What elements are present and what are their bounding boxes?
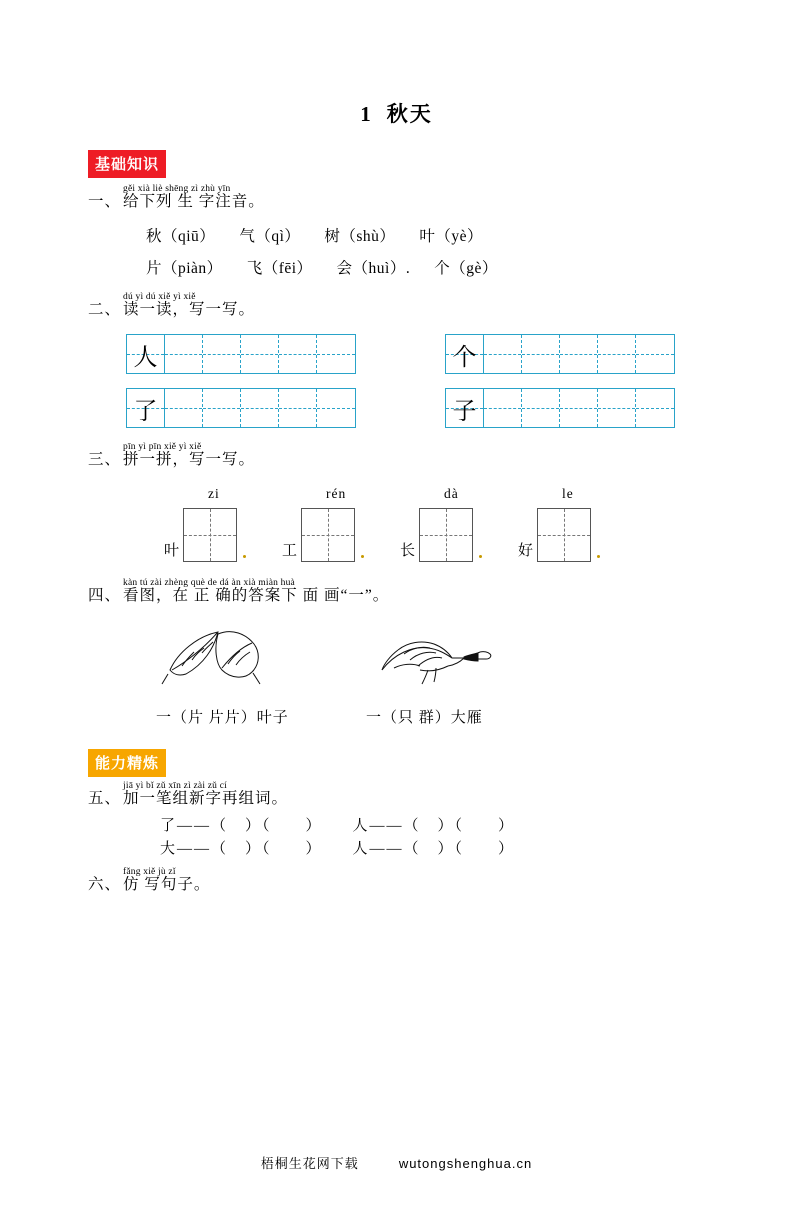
mizige-box[interactable] xyxy=(301,508,355,562)
tianzige-cell[interactable] xyxy=(203,335,241,373)
tianzige-cell[interactable] xyxy=(522,389,560,427)
tianzige-cell[interactable] xyxy=(484,335,522,373)
question-5-text: 加一笔组新字再组词。 xyxy=(123,790,289,807)
blank-right: 人——（ ）（ ） xyxy=(352,818,516,834)
tianzige-cell[interactable] xyxy=(127,389,165,427)
mizige-box[interactable] xyxy=(183,508,237,562)
page-footer xyxy=(0,1153,793,1172)
tianzige-cell[interactable] xyxy=(598,335,636,373)
tianzige-4[interactable] xyxy=(445,388,675,428)
syllable: le xyxy=(562,486,574,501)
question-6-ruby xyxy=(123,867,211,895)
question-2 xyxy=(88,292,705,428)
syllable: dà xyxy=(444,486,459,501)
answer-item: 树（shù） xyxy=(324,228,396,245)
tianzige-cell[interactable] xyxy=(241,389,279,427)
tianzige-cell[interactable] xyxy=(165,389,203,427)
tianzige-char: 个 xyxy=(452,344,477,371)
question-1 xyxy=(88,184,705,284)
marker-dot xyxy=(243,555,246,558)
page-title xyxy=(88,98,705,128)
tianzige-char: 子 xyxy=(452,398,477,425)
tianzige-cell[interactable] xyxy=(636,335,674,373)
question-2-pinyin: dú yì dú xiě yì xiě xyxy=(123,292,196,302)
question-3-grids xyxy=(88,508,705,562)
question-5-pinyin: jiā yì bǐ zǔ xīn zì zài zǔ cí xyxy=(123,781,227,791)
answer-item: 飞（fēi） xyxy=(246,260,313,277)
tianzige-cell[interactable] xyxy=(317,389,355,427)
blank-line[interactable] xyxy=(160,815,705,838)
question-3-syllables xyxy=(88,486,705,502)
tianzige-char: 人 xyxy=(133,344,158,371)
grid-row-2 xyxy=(88,388,705,428)
question-5 xyxy=(88,781,705,861)
page-title-number: 1 xyxy=(360,102,373,126)
syllable: zi xyxy=(208,486,220,501)
blank-right: 人——（ ）（ ） xyxy=(352,841,516,857)
answer-item: 个（gè） xyxy=(434,260,498,277)
tianzige-cell[interactable] xyxy=(279,335,317,373)
marker-dot xyxy=(597,555,600,558)
tianzige-1[interactable] xyxy=(126,334,356,374)
marker-dot xyxy=(479,555,482,558)
mizige-item[interactable] xyxy=(400,508,518,562)
page-title-text: 秋天 xyxy=(386,102,433,126)
question-5-number: 五、 xyxy=(88,790,122,807)
tianzige-2[interactable] xyxy=(445,334,675,374)
answer-item: 气（qì） xyxy=(239,228,301,245)
leaves-svg xyxy=(160,618,278,696)
question-3-text: 拼一拼，写一写。 xyxy=(123,451,256,468)
caption-goose: 一（只 群）大雁 xyxy=(366,710,483,726)
blank-left: 了——（ ）（ ） xyxy=(160,818,323,834)
tianzige-cell[interactable] xyxy=(484,389,522,427)
blank-line[interactable] xyxy=(160,838,705,861)
question-3-pinyin: pīn yì pīn xiě yì xiě xyxy=(123,442,202,452)
question-6-text: 仿 写句子。 xyxy=(123,876,211,893)
footer-source: 梧桐生花网下载 xyxy=(260,1156,359,1171)
marker-dot xyxy=(361,555,364,558)
mizige-box[interactable] xyxy=(419,508,473,562)
tianzige-cell[interactable] xyxy=(636,389,674,427)
mizige-label: 叶 xyxy=(164,543,180,559)
question-3 xyxy=(88,442,705,562)
question-4-number: 四、 xyxy=(88,587,122,604)
question-2-ruby xyxy=(123,292,256,320)
tianzige-cell[interactable] xyxy=(279,389,317,427)
caption-leaves: 一（片 片片）叶子 xyxy=(156,710,289,726)
worksheet-page xyxy=(0,98,793,1220)
question-1-pinyin: gěi xià liè shēng zì zhù yīn xyxy=(123,184,231,194)
mizige-label: 好 xyxy=(518,543,534,559)
tianzige-cell[interactable] xyxy=(203,389,241,427)
question-4-pinyin: kàn tú zài zhèng què de dá àn xià miàn huà xyxy=(123,578,295,588)
answer-item: 片（piàn） xyxy=(146,260,223,277)
question-5-blanks xyxy=(88,815,705,861)
goose-illustration xyxy=(368,618,486,696)
question-1-answers xyxy=(88,222,705,252)
question-4-pictures xyxy=(88,618,705,696)
question-1-answers-2 xyxy=(88,254,705,284)
question-4-ruby xyxy=(123,578,390,606)
tianzige-cell[interactable] xyxy=(598,389,636,427)
tianzige-cell[interactable] xyxy=(560,389,598,427)
mizige-item[interactable] xyxy=(518,508,636,562)
mizige-item[interactable] xyxy=(282,508,400,562)
answer-item: 叶（yè） xyxy=(419,228,484,245)
tianzige-cell[interactable] xyxy=(446,335,484,373)
question-4-text: 看图，在 正 确的答案下 面 画“一”。 xyxy=(123,587,390,604)
mizige-label: 长 xyxy=(400,543,416,559)
section-badge-basic: 基础知识 xyxy=(88,150,166,178)
goose-svg xyxy=(368,618,508,696)
question-2-number: 二、 xyxy=(88,301,122,318)
tianzige-cell[interactable] xyxy=(446,389,484,427)
question-5-ruby xyxy=(123,781,289,809)
answer-item: 会（huì）. xyxy=(336,260,411,277)
tianzige-cell[interactable] xyxy=(522,335,560,373)
question-6-number: 六、 xyxy=(88,876,122,893)
tianzige-cell[interactable] xyxy=(317,335,355,373)
question-1-text: 给下列 生 字注音。 xyxy=(123,193,265,210)
question-6 xyxy=(88,867,705,895)
question-3-ruby xyxy=(123,442,256,470)
section-badge-ability: 能力精炼 xyxy=(88,749,166,777)
mizige-box[interactable] xyxy=(537,508,591,562)
tianzige-cell[interactable] xyxy=(165,335,203,373)
question-4 xyxy=(88,578,705,727)
question-1-ruby xyxy=(123,184,265,212)
question-1-number: 一、 xyxy=(88,193,122,210)
tianzige-cell[interactable] xyxy=(560,335,598,373)
tianzige-cell[interactable] xyxy=(241,335,279,373)
leaves-illustration xyxy=(160,618,278,696)
blank-left: 大——（ ）（ ） xyxy=(160,841,323,857)
mizige-item[interactable] xyxy=(164,508,282,562)
footer-site: wutongshenghua.cn xyxy=(398,1156,533,1171)
question-4-captions xyxy=(88,706,705,727)
question-6-pinyin: fǎng xiě jù zǐ xyxy=(123,867,176,877)
syllable: rén xyxy=(326,486,347,501)
tianzige-3[interactable] xyxy=(126,388,356,428)
grid-row-1 xyxy=(88,334,705,374)
tianzige-char: 了 xyxy=(133,398,158,425)
tianzige-cell[interactable] xyxy=(127,335,165,373)
answer-item: 秋（qiū） xyxy=(146,228,216,245)
question-3-number: 三、 xyxy=(88,451,122,468)
question-2-text: 读一读，写一写。 xyxy=(123,301,256,318)
mizige-label: 工 xyxy=(282,543,298,559)
